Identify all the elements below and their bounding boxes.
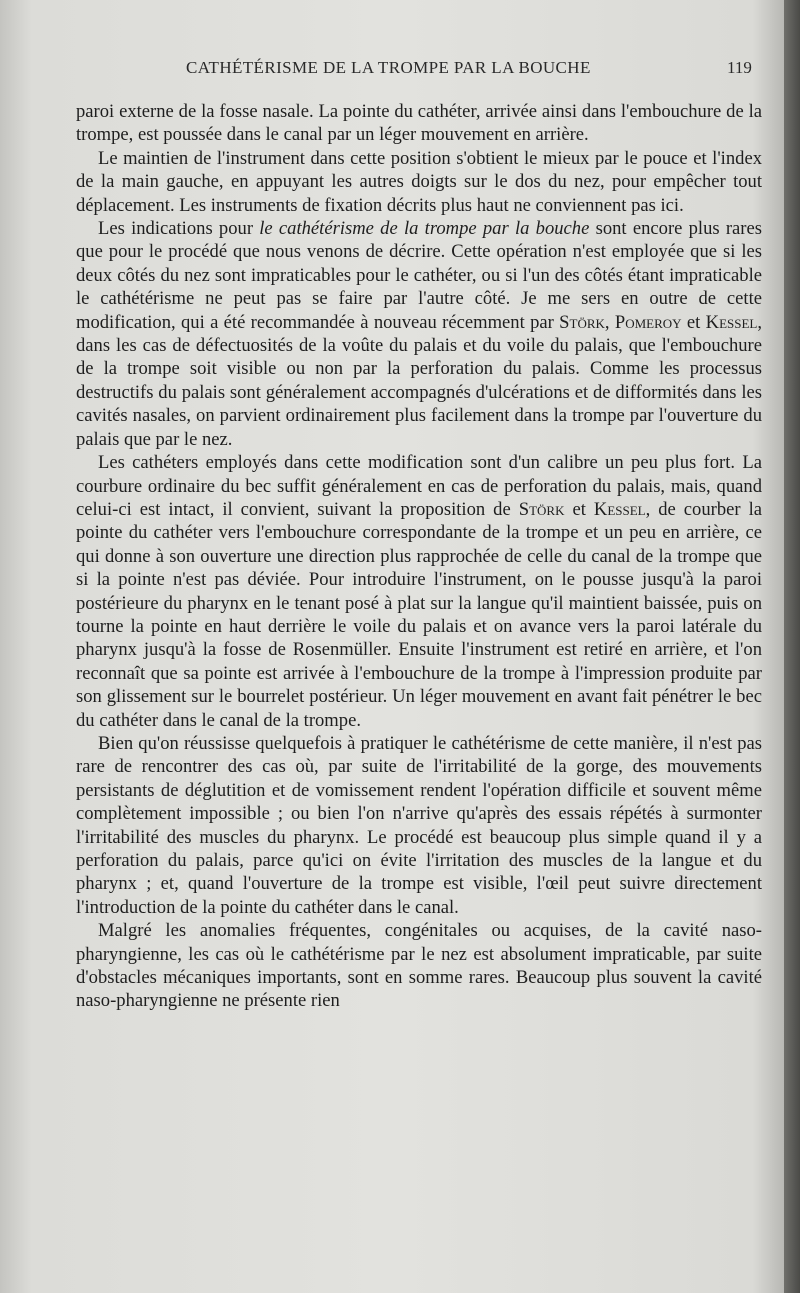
paragraph-6 — [76, 919, 762, 1013]
author-name: Pomeroy — [614, 311, 682, 333]
paragraph-1 — [76, 100, 762, 147]
paragraph-2 — [76, 147, 762, 217]
paragraph-text: , — [604, 311, 615, 333]
body-text — [76, 100, 762, 1013]
page-number: 119 — [727, 58, 752, 77]
paragraph-text: et — [681, 311, 706, 333]
paragraph-text: Bien qu'on réussisse quelquefois à pratiquer le cathétérisme de cette manière, il n'est pas rare de rencontrer des cas où, par suite de l'irritabilité de la gorge, des mouvements persistants de déglutition et de vomissement rendent l'opération difficile et souvent même complètement impossible ; ou bien l'on n'arrive qu'après des essais répétés à surmonter l'irritabilité des muscles du pharynx. Le procédé est beaucoup plus simple quand il y a perforation du palais, parce qu'ici on évite l'irritation des muscles de la langue et du pharynx ; et, quand l'ouverture de la trompe est visible, l'œil peut suivre directement l'introduction de la pointe du cathéter dans le canal. — [76, 732, 762, 918]
emphasized-phrase: le cathétérisme de la trompe par la bouche — [259, 218, 590, 240]
paragraph-text: , de courber la pointe du cathéter vers l'embouchure correspondante de la trompe et un peu en arrière, ce qui donne à son ouverture une direction plus rapprochée de celle du canal de la trompe que si la pointe n'est pas déviée. Pour introduire l'instrument, on le pousse jusqu'à la paroi postérieure du pharynx en le tenant posé à plat sur la langue qu'il maintient baissée, puis on tourne la pointe en haut derrière le voile du palais et on avance vers la paroi latérale du pharynx jusqu'à la fosse de Rosenmüller. Ensuite l'instrument est retiré en arrière, et l'on reconnaît que sa pointe est arrivée à l'embouchure de la trompe à l'impression produite par son glissement sur le bourrelet postérieur. Un léger mouvement en avant fait pénétrer le bec du cathéter dans le canal de la trompe. — [76, 498, 763, 731]
paragraph-text: et — [564, 498, 594, 520]
paragraph-text: Le maintien de l'instrument dans cette position s'obtient le mieux par le pouce et l'index de la main gauche, en appuyant les autres doigts sur le dos du nez, pour empêcher tout déplacement. Les instruments de fixation décrits plus haut ne conviennent pas ici. — [76, 147, 762, 216]
paragraph-text: sont encore plus rares que pour le procédé que nous venons de décrire. Cette opération n'est employée que si les deux côtés du nez sont impraticables pour le cathéter, ou si l'un des côtés étant impraticable le cathétérisme ne peut pas se faire par l'autre côté. Je me sers en outre de cette modification, qui a été recommandée à nouveau récemment par — [76, 218, 762, 333]
paragraph-text: Malgré les anomalies fréquentes, congénitales ou acquises, de la cavité naso-pharyngienne, les cas où le cathétérisme par le nez est absolument impraticable, par suite d'obstacles mécaniques importants, sont en somme rares. Beaucoup plus souvent la cavité naso-pharyngienne ne présente rien — [76, 920, 762, 1012]
paragraph-4 — [76, 451, 762, 732]
author-name: Störk — [518, 498, 565, 520]
paragraph-text: Les cathéters employés dans cette modification sont d'un calibre un peu plus fort. La courbure ordinaire du bec suffit généralement en cas de perforation du palais, mais, quand celui-ci est intact, il convient, suivant la proposition de — [76, 452, 762, 520]
author-name: Kessel — [705, 311, 758, 333]
paragraph-text: paroi externe de la fosse nasale. La pointe du cathéter, arrivée ainsi dans l'embouchure de la trompe, est poussée dans le canal par un léger mouvement en arrière. — [76, 101, 762, 146]
author-name: Störk — [559, 311, 605, 333]
page-edge-shadow — [784, 0, 800, 1293]
paragraph-5 — [76, 732, 762, 919]
paragraph-3 — [76, 217, 762, 451]
paragraph-text: , dans les cas de défectuosités de la voûte du palais et du voile du palais, que l'embouchure de la trompe soit visible ou non par la perforation du palais. Comme les processus destructifs du palais sont généralement accompagnés d'ulcérations et de difformités dans les cavités nasales, on parvient ordinairement plus facilement dans la trompe par l'ouverture du palais que par le nez. — [76, 311, 763, 450]
author-name: Kessel — [593, 498, 646, 520]
running-title: CATHÉTÉRISME DE LA TROMPE PAR LA BOUCHE — [186, 58, 591, 77]
paragraph-text: Les indications pour — [98, 218, 260, 240]
